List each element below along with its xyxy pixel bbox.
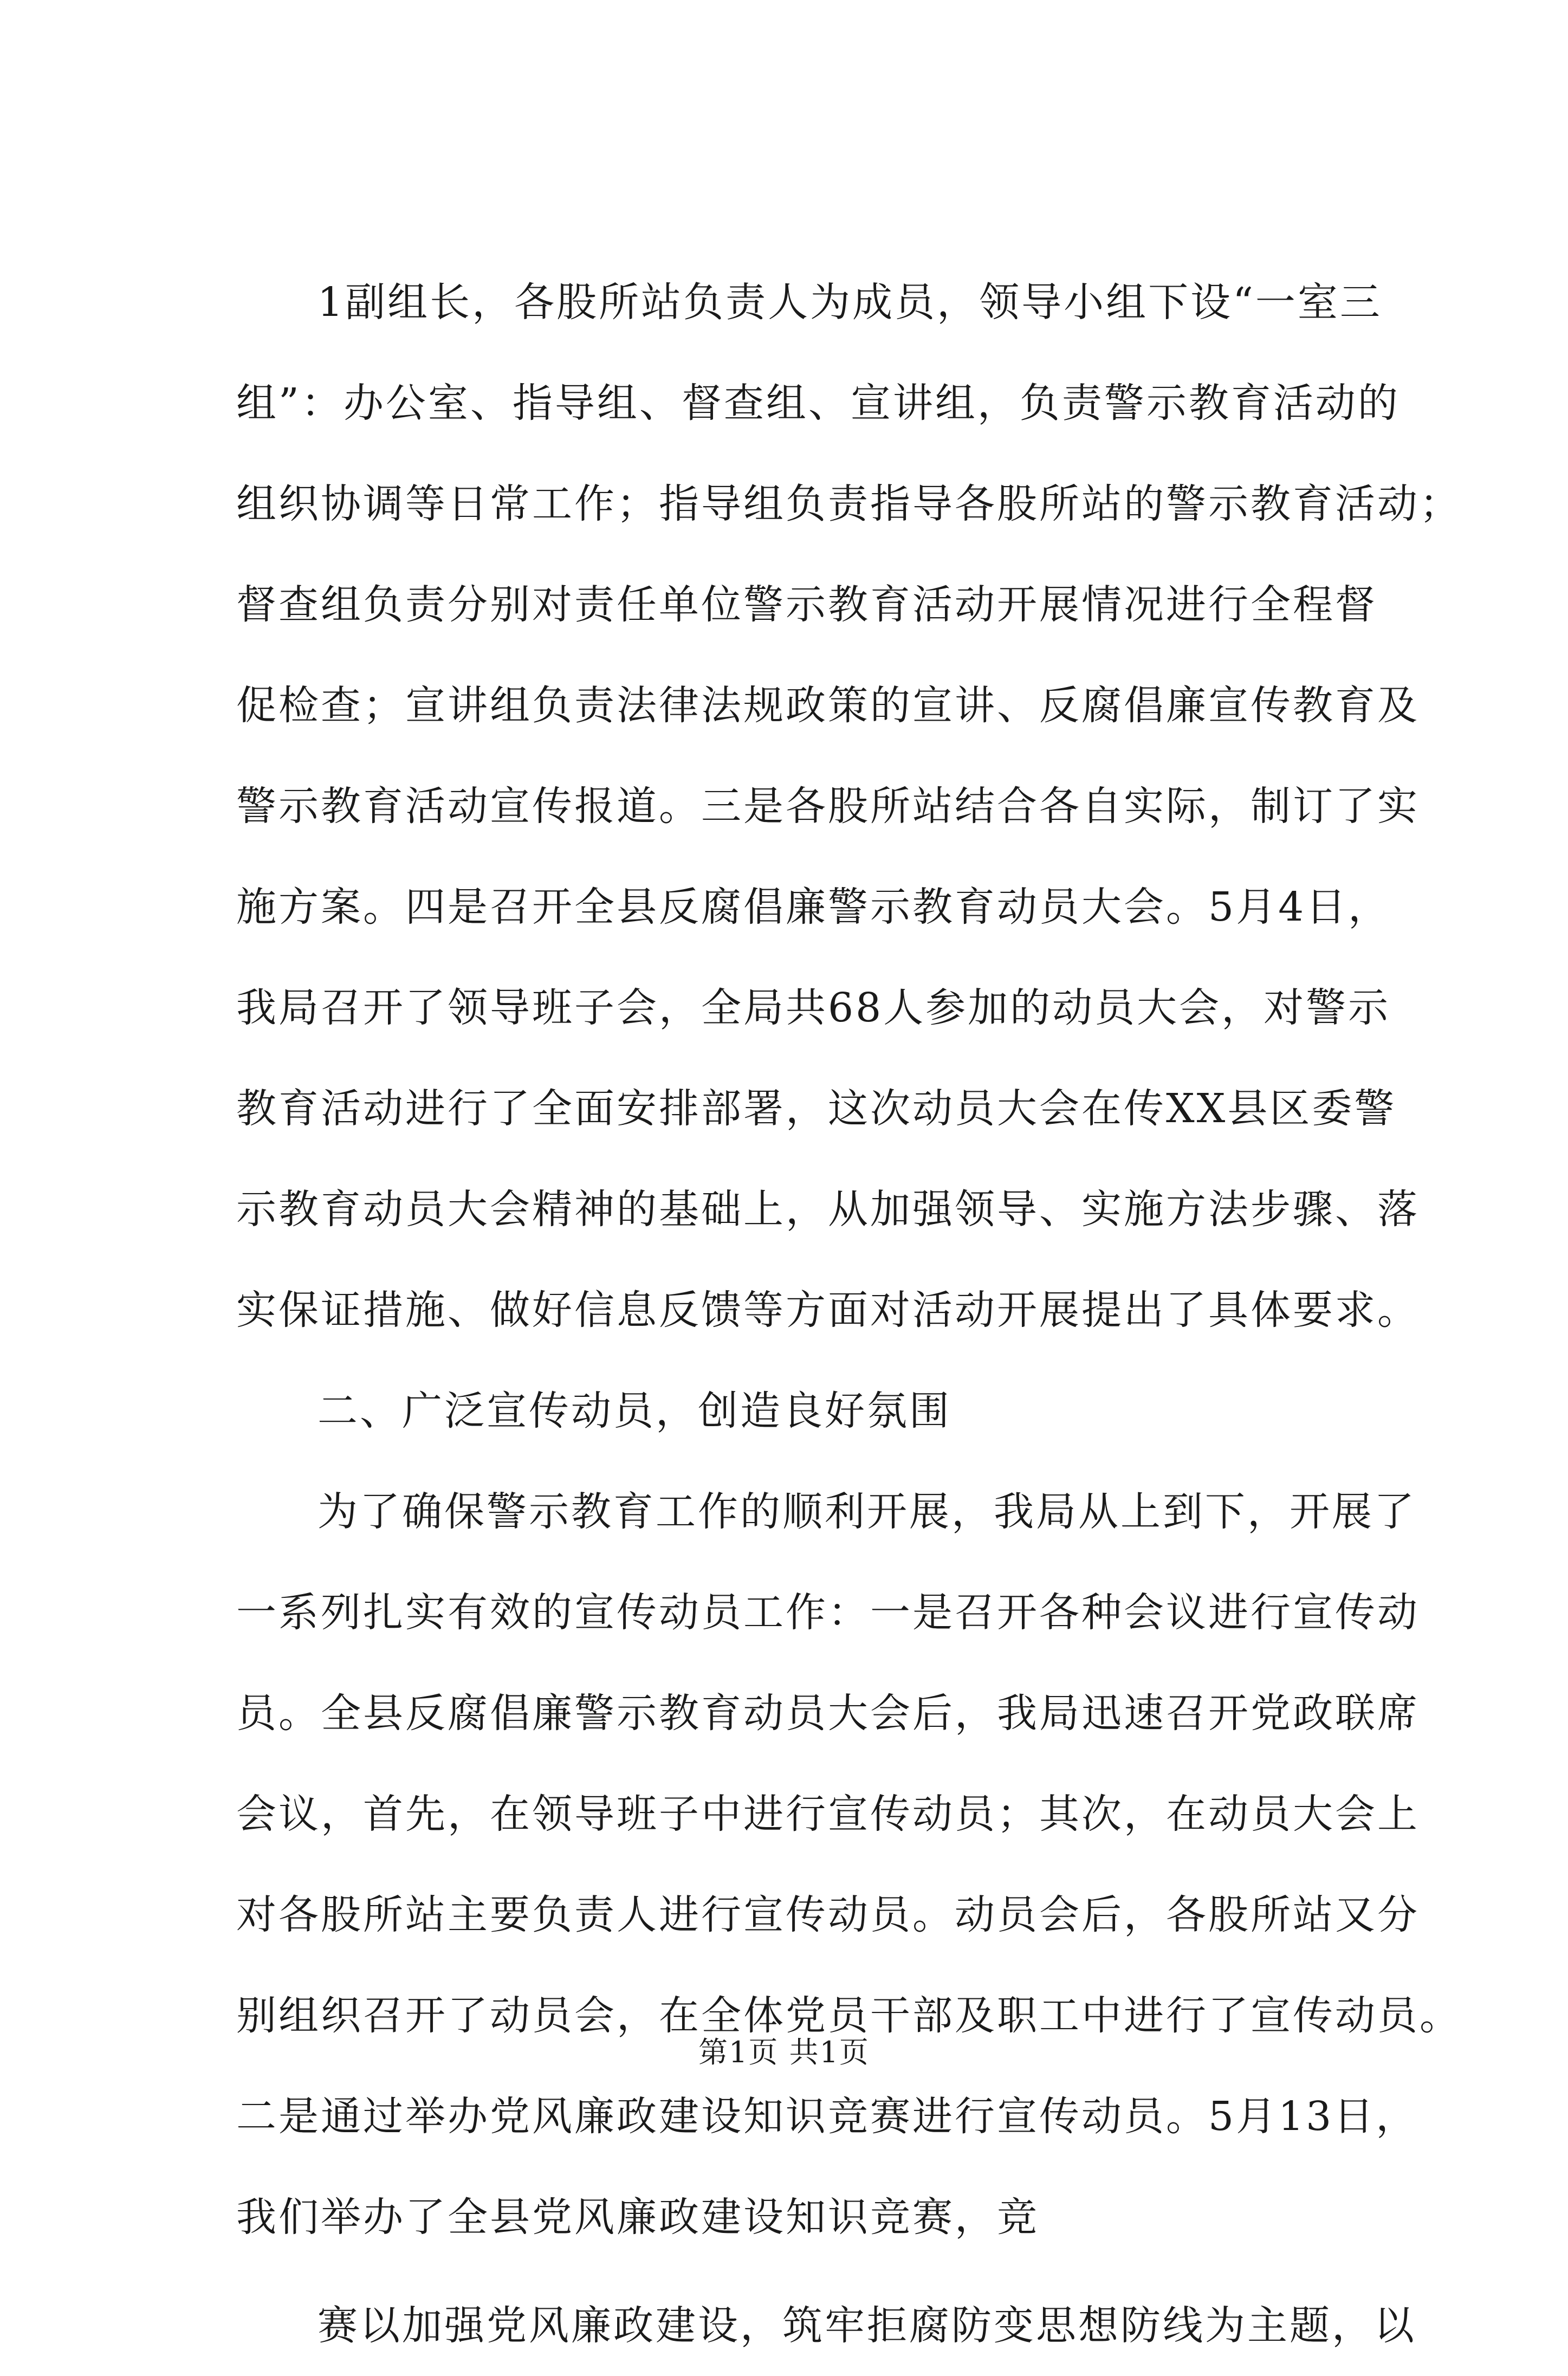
text-line: 督查组负责分别对责任单位警示教育活动开展情况进行全程督: [236, 581, 1377, 628]
text-line: 员。全县反腐倡廉警示教育动员大会后，我局迅速召开党政联席: [236, 1690, 1420, 1737]
text-line: 警示教育活动宣传报道。三是各股所站结合各自实际，制订了实: [236, 783, 1420, 830]
text-line: 组织协调等日常工作；指导组负责指导各股所站的警示教育活动；: [236, 481, 1462, 527]
text-line: 会议，首先，在领导班子中进行宣传动员；其次，在动员大会上: [236, 1791, 1420, 1837]
text-line: 教育活动进行了全面安排部署，这次动员大会在传XX县区委警: [236, 1085, 1397, 1132]
text-line: 施方案。四是召开全县反腐倡廉警示教育动员大会。5月4日，: [236, 884, 1391, 930]
text-line: 二是通过举办党风廉政建设知识竞赛进行宣传动员。5月13日，: [236, 2093, 1418, 2140]
text-line: 对各股所站主要负责人进行宣传动员。动员会后，各股所站又分: [236, 1892, 1420, 1938]
text-line: 我们举办了全县党风廉政建设知识竞赛，竞: [236, 2194, 1039, 2241]
text-line: 组”：办公室、指导组、督查组、宣讲组，负责警示教育活动的: [236, 380, 1400, 426]
text-line: 促检查；宣讲组负责法律法规政策的宣讲、反腐倡廉宣传教育及: [236, 682, 1420, 729]
text-line: 实保证措施、做好信息反馈等方面对活动开展提出了具体要求。: [236, 1287, 1420, 1333]
text-line: 别组织召开了动员会，在全体党员干部及职工中进行了宣传动员。: [236, 1992, 1462, 2039]
text-line: 1副组长，各股所站负责人为成员，领导小组下设“一室三: [318, 279, 1382, 326]
text-line: 为了确保警示教育工作的顺利开展，我局从上到下，开展了: [318, 1488, 1416, 1535]
text-line: 赛以加强党风廉政建设，筑牢拒腐防变思想防线为主题，以: [318, 2302, 1416, 2349]
page-footer: 第1页 共1页: [698, 2035, 870, 2069]
section-heading: 二、广泛宣传动员，创造良好氛围: [318, 1388, 951, 1434]
text-line: 我局召开了领导班子会，全局共68人参加的动员大会，对警示: [236, 985, 1391, 1031]
text-line: 示教育动员大会精神的基础上，从加强领导、实施方法步骤、落: [236, 1186, 1420, 1233]
text-line: 一系列扎实有效的宣传动员工作：一是召开各种会议进行宣传动: [236, 1589, 1420, 1636]
